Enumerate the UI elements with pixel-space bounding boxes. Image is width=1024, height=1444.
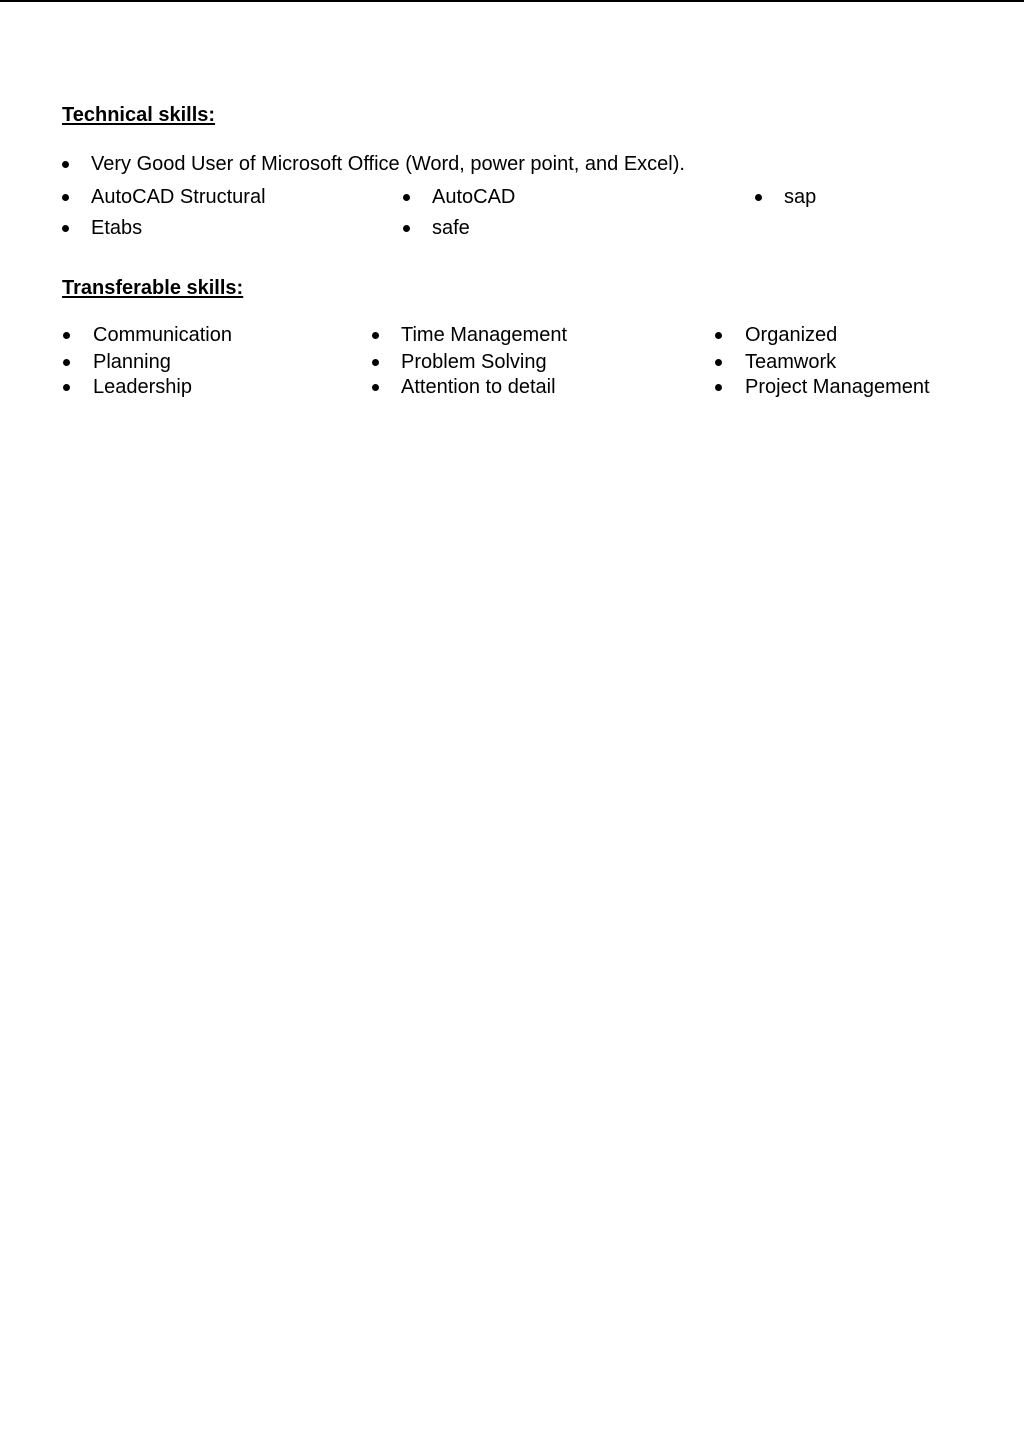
bullet-icon [63,359,70,366]
bullet-icon [63,384,70,391]
technical-skill-office: Very Good User of Microsoft Office (Word, power point, and Excel). [91,153,685,175]
transferable-skill-item: Leadership [93,376,192,398]
bullet-icon [715,384,722,391]
bullet-icon [372,384,379,391]
bullet-icon [372,359,379,366]
technical-skill-item: AutoCAD [432,186,516,208]
transferable-skill-item: Problem Solving [401,351,547,373]
page-top-border [0,0,1024,2]
transferable-skill-item: Time Management [401,324,567,346]
technical-skill-item: safe [432,217,470,239]
bullet-icon [715,359,722,366]
bullet-icon [62,194,69,201]
transferable-skill-item: Planning [93,351,171,373]
transferable-skill-item: Teamwork [745,351,837,373]
transferable-skill-item: Attention to detail [401,376,556,398]
transferable-skill-item: Organized [745,324,838,346]
bullet-icon [372,332,379,339]
transferable-skill-item: Project Management [745,376,930,398]
bullet-icon [755,194,762,201]
transferable-skills-heading: Transferable skills: [62,277,244,299]
bullet-icon [403,225,410,232]
bullet-icon [403,194,410,201]
transferable-skill-item: Communication [93,324,232,346]
technical-skill-item: sap [784,186,817,208]
technical-skill-item: AutoCAD Structural [91,186,266,208]
bullet-icon [62,225,69,232]
bullet-icon [63,332,70,339]
technical-skills-heading: Technical skills: [62,104,216,126]
bullet-icon [62,161,69,168]
bullet-icon [715,332,722,339]
technical-skill-item: Etabs [91,217,143,239]
